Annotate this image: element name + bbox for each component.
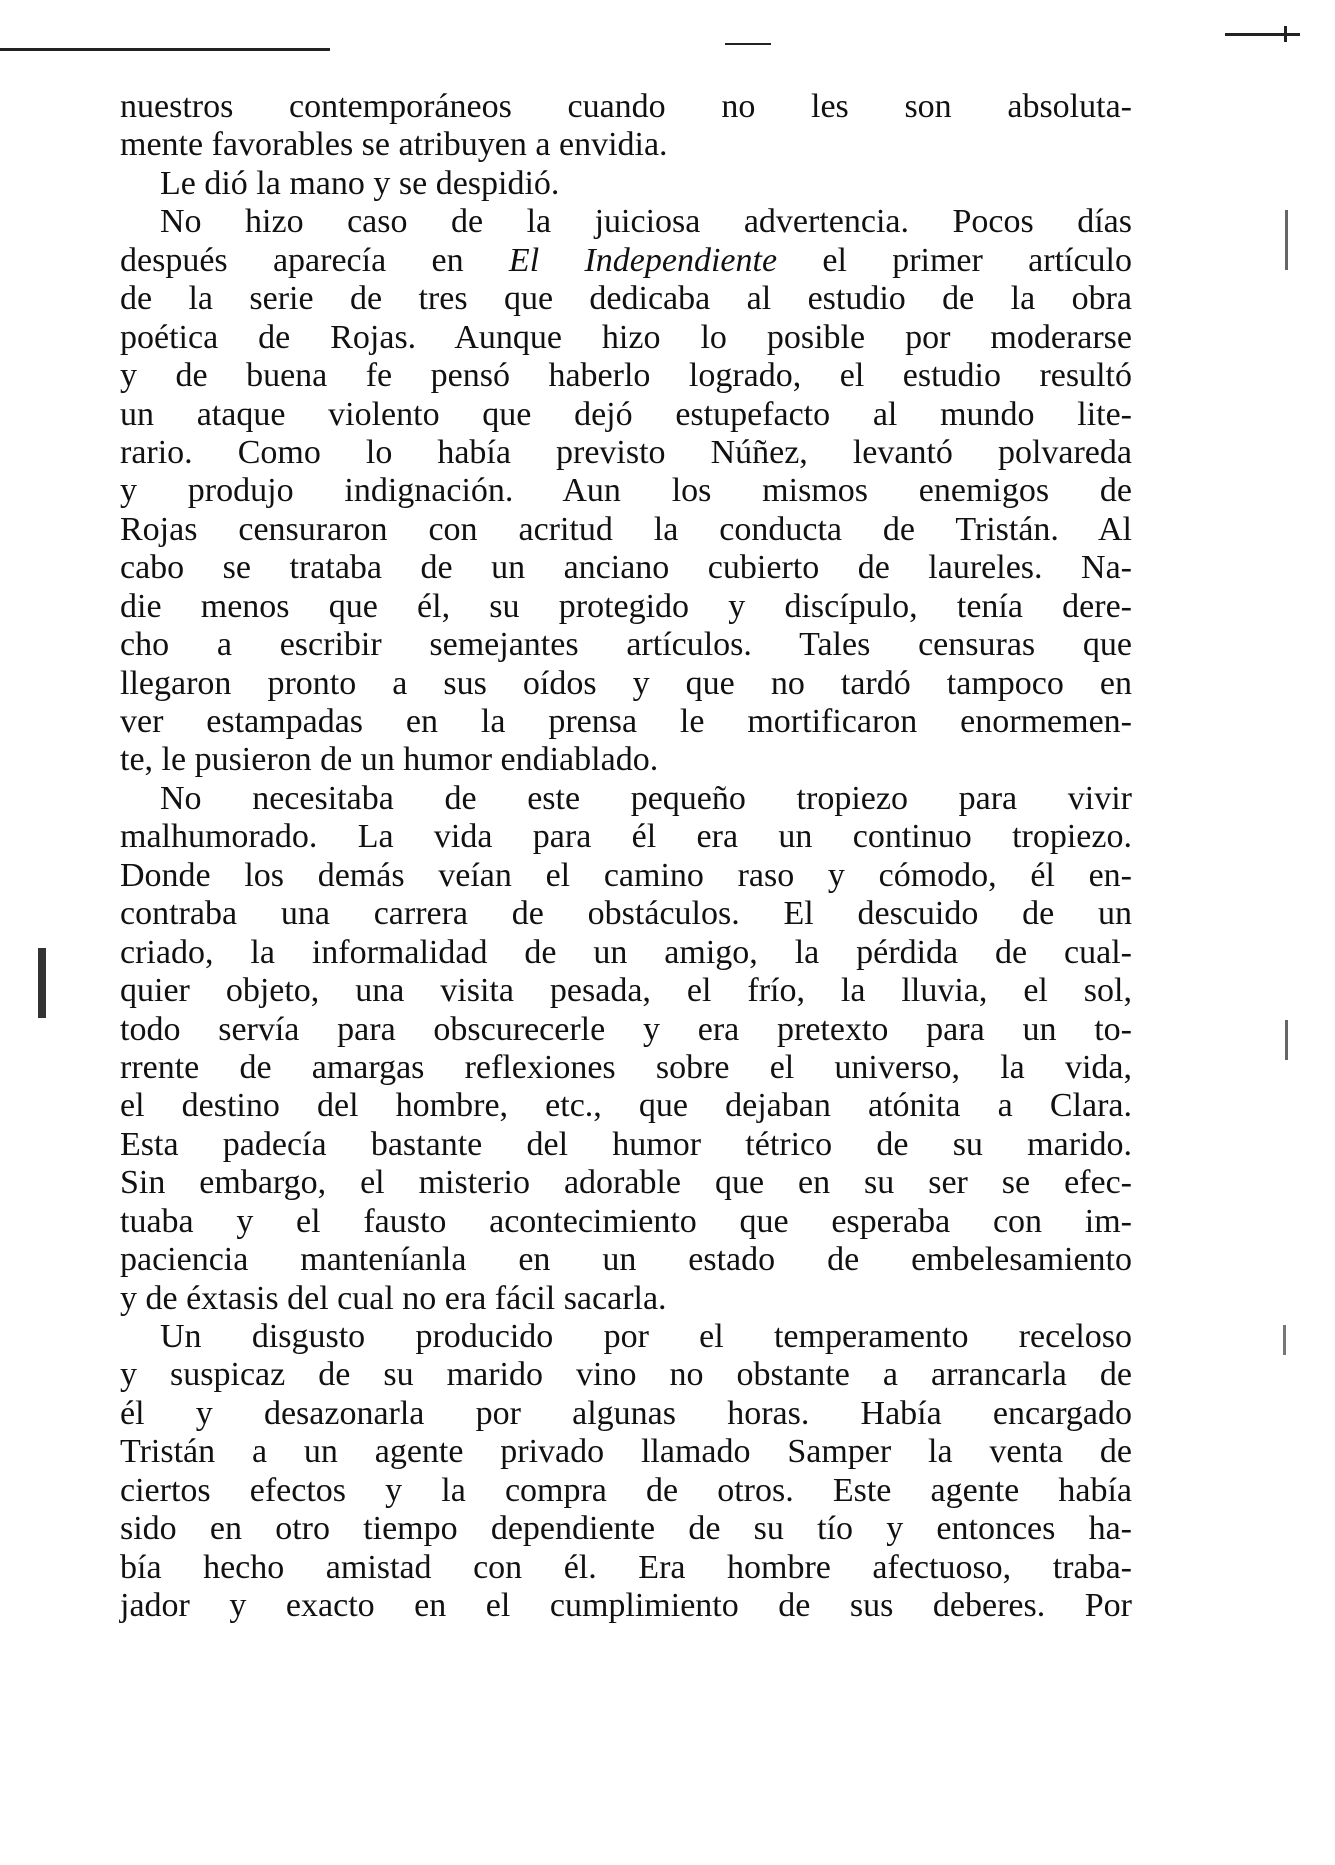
text-line: después aparecía en El Independiente el primer artículo xyxy=(120,241,1133,279)
text-line: ciertos efectos y la compra de otros. Este agente había xyxy=(120,1471,1132,1509)
text-line: Donde los demás veían el camino raso y cómodo, él en- xyxy=(120,856,1132,894)
top-center-rule xyxy=(725,43,771,45)
text-line: tuaba y el fausto acontecimiento que esperaba con im- xyxy=(120,1202,1132,1240)
text-line: de la serie de tres que dedicaba al estudio de la obra xyxy=(120,280,1132,318)
text-line: él y desazonarla por algunas horas. Había encargado xyxy=(120,1394,1132,1432)
text-line: die menos que él, su protegido y discípulo, tenía dere- xyxy=(120,587,1132,625)
text-line: criado, la informalidad de un amigo, la pérdida de cual- xyxy=(120,933,1132,971)
text-line: Sin embargo, el misterio adorable que en su ser se efec- xyxy=(120,1164,1132,1202)
text-line: un ataque violento que dejó estupefacto al mundo lite- xyxy=(120,395,1132,433)
text-line: nuestros contemporáneos cuando no les son absoluta- xyxy=(120,88,1132,125)
page-body-text xyxy=(120,88,1132,1626)
top-right-tick-mark xyxy=(1284,26,1287,42)
text-line: cho a escribir semejantes artículos. Tales censuras que xyxy=(120,626,1132,664)
text-line: jador y exacto en el cumplimiento de sus deberes. Por xyxy=(120,1587,1132,1625)
text-line: y de éxtasis del cual no era fácil sacarla. xyxy=(120,1279,667,1317)
text-line: rrente de amargas reflexiones sobre el universo, la vida, xyxy=(120,1048,1132,1086)
top-left-rule xyxy=(0,48,330,51)
text-line: Le dió la mano y se despidió. xyxy=(160,164,560,202)
text-line: No hizo caso de la juiciosa advertencia. Pocos días xyxy=(160,203,1132,241)
top-right-rule xyxy=(1225,33,1300,36)
text-line: Rojas censuraron con acritud la conducta de Tristán. Al xyxy=(120,510,1132,548)
text-line: mente favorables se atribuyen a envidia. xyxy=(120,126,668,164)
text-line: y de buena fe pensó haberlo logrado, el estudio resultó xyxy=(120,357,1132,395)
text-line: cabo se trataba de un anciano cubierto de laureles. Na- xyxy=(120,549,1132,587)
left-margin-scan-mark xyxy=(38,948,46,1018)
text-line: te, le pusieron de un humor endiablado. xyxy=(120,741,659,779)
text-line: Esta padecía bastante del humor tétrico de su marido. xyxy=(120,1125,1132,1163)
text-line: No necesitaba de este pequeño tropiezo para vivir xyxy=(160,779,1132,817)
italic-title: El Independiente xyxy=(508,241,778,279)
right-margin-scan-mark xyxy=(1283,1325,1286,1355)
text-line: llegaron pronto a sus oídos y que no tardó tampoco en xyxy=(120,664,1132,702)
text-line: sido en otro tiempo dependiente de su tío y entonces ha- xyxy=(120,1510,1132,1548)
text-line: malhumorado. La vida para él era un continuo tropiezo. xyxy=(120,818,1132,856)
text-line: el destino del hombre, etc., que dejaban atónita a Clara. xyxy=(120,1087,1132,1125)
text-line: ver estampadas en la prensa le mortificaron enormemen- xyxy=(120,703,1132,740)
text-line: poética de Rojas. Aunque hizo lo posible por moderarse xyxy=(120,318,1132,356)
text-line: contraba una carrera de obstáculos. El descuido de un xyxy=(120,895,1132,933)
text-line: bía hecho amistad con él. Era hombre afectuoso, traba- xyxy=(120,1548,1132,1586)
right-margin-scan-mark xyxy=(1285,1020,1288,1060)
text-line: y produjo indignación. Aun los mismos enemigos de xyxy=(120,472,1132,510)
text-line: Tristán a un agente privado llamado Samper la venta de xyxy=(120,1433,1132,1471)
text-line: rario. Como lo había previsto Núñez, levantó polvareda xyxy=(120,433,1132,471)
text-line: y suspicaz de su marido vino no obstante a arrancarla de xyxy=(120,1356,1132,1394)
text-line: quier objeto, una visita pesada, el frío, la lluvia, el sol, xyxy=(120,972,1132,1010)
text-line: paciencia manteníanla en un estado de embelesamiento xyxy=(120,1241,1132,1279)
text-line: todo servía para obscurecerle y era pretexto para un to- xyxy=(120,1010,1132,1048)
right-margin-scan-mark xyxy=(1285,210,1288,270)
text-line: Un disgusto producido por el temperamento receloso xyxy=(160,1318,1132,1355)
